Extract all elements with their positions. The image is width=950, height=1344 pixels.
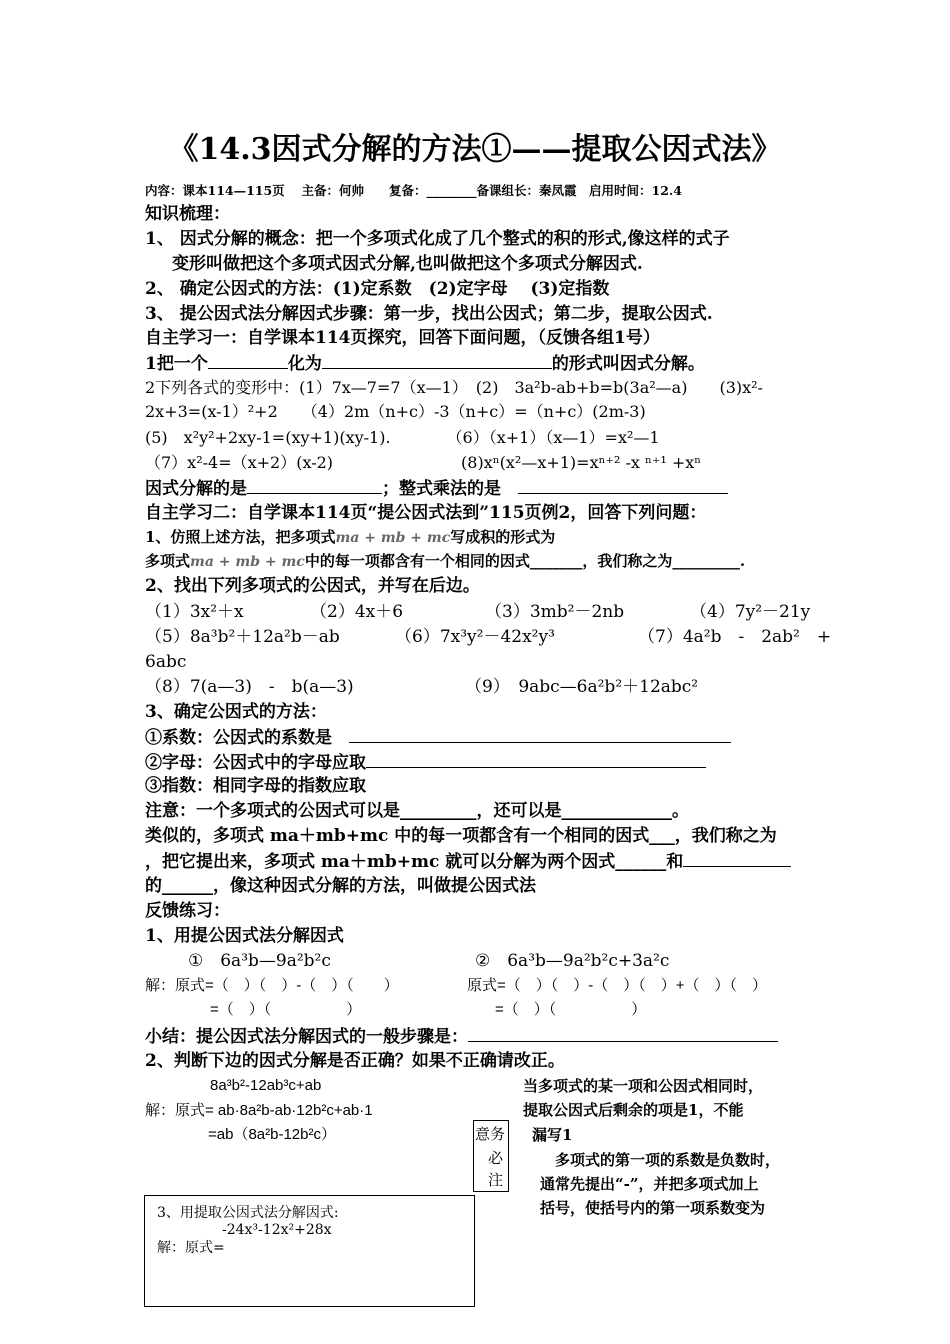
feedback-1: 1、用提公因式法分解因式 xyxy=(145,926,344,946)
knowledge-2: 2、 确定公因式的方法：(1)定系数 (2)定字母 (3)定指数 xyxy=(145,279,610,299)
f3-title: 3、用提取公因式法分解因式: xyxy=(157,1205,339,1221)
p1-text-b: 写成积的形式为 xyxy=(450,528,556,546)
sim2-text: ，把它提出来，多项式 ma＋mb+mc 就可以分解为两个因式______和 xyxy=(145,852,684,872)
part-3: 3、确定公因式的方法： xyxy=(145,702,327,722)
meta-line: 内容：课本114—115页 主备：何帅 复备：________备课组长：秦凤霞 启用时间：12.4 xyxy=(145,183,682,198)
p2-row2b: 6abc xyxy=(145,652,187,672)
blank[interactable] xyxy=(518,477,728,494)
p2-row3-1: （8）7(a—3) - b(a—3) xyxy=(145,677,354,697)
q1-text-a: 1把一个 xyxy=(145,354,208,374)
f3-expr: -24x³-12x²+28x xyxy=(222,1222,332,1238)
question-1 xyxy=(145,352,705,375)
tip-3: 漏写1 xyxy=(532,1126,573,1144)
method-3: ③指数：相同字母的指数应取 xyxy=(145,776,366,796)
f3-solution: 解：原式= xyxy=(157,1240,225,1256)
question-2a: 2下列各式的变形中：(1）7x—7=7（x—1） (2) 3a²b-ab+b=b(3a²—a) (3)x²- xyxy=(145,378,763,397)
tip-5: 通常先提出“-”，并把多项式加上 xyxy=(540,1175,759,1193)
question-2d: （7）x²-4=（x+2）(x-2) (8)xⁿ(x²—x+1)=xⁿ⁺² -x ⁿ⁺¹ +xⁿ xyxy=(145,453,702,472)
p1-text-c: 多项式 xyxy=(145,552,191,570)
q2e-text-a: 因式分解的是 xyxy=(145,479,247,499)
tip-1: 当多项式的某一项和公因式相同时， xyxy=(523,1077,764,1095)
blank[interactable] xyxy=(366,751,706,768)
blank[interactable] xyxy=(247,477,382,494)
knowledge-3: 3、 提公因式法分解因式步骤：第一步，找出公因式；第二步，提取公因式. xyxy=(145,304,713,324)
method-2 xyxy=(145,751,706,774)
page-title: 《14.3因式分解的方法①——提取公因式法》 xyxy=(168,132,782,167)
tip-2: 提取公因式后剩余的项是1，不能 xyxy=(523,1101,744,1119)
question-2b: 2x+3=(x-1）²+2 （4）2m（n+c）-3（n+c）=（n+c）(2m-3) xyxy=(145,402,646,421)
note-line: 注意：一个多项式的公因式可以是_________，还可以是_____________。 xyxy=(145,801,689,821)
summary-text: 小结：提公因式法分解因式的一般步骤是： xyxy=(145,1027,468,1047)
question-2c: (5) x²y²+2xy-1=(xy+1)(xy-1). （6）（x+1）（x—1）=x²—1 xyxy=(145,428,660,447)
blank[interactable] xyxy=(683,850,791,867)
f2-solution-2: =ab（8a²b-12b²c） xyxy=(208,1126,336,1143)
tip-6: 括号，使括号内的第一项系数变为 xyxy=(540,1199,766,1217)
f1-expr-1: ① 6a³b—9a²b²c xyxy=(188,951,331,971)
similar-3: 的______，像这种因式分解的方法，叫做提公因式法 xyxy=(145,876,536,896)
blank[interactable] xyxy=(322,352,552,369)
f1-solution-3: =（ ）（ ） xyxy=(210,1001,362,1018)
similar-1: 类似的，多项式 ma＋mb+mc 中的每一项都含有一个相同的因式___，我们称之为 xyxy=(145,826,777,846)
p1-expr-2: ma + mb + mc xyxy=(190,554,305,570)
part-1b xyxy=(145,550,745,573)
similar-2 xyxy=(145,850,791,873)
p2-row2-1: （5）8a³b²＋12a²b－ab xyxy=(145,627,340,647)
feedback-heading: 反馈练习： xyxy=(145,901,230,921)
f2-expr: 8a³b²-12ab³c+ab xyxy=(210,1077,322,1094)
p2-row3-2: （9） 9abc—6a²b²＋12abc² xyxy=(465,677,699,697)
blank[interactable] xyxy=(208,352,288,369)
f1-expr-2: ② 6a³b—9a²b²c+3a²c xyxy=(475,951,670,971)
p2-row1-1: （1）3x²＋x xyxy=(145,602,244,622)
p1-text-d: 中的每一项都含有一个相同的因式_______，我们称之为_________. xyxy=(304,552,746,570)
q2e-text-b: ；整式乘法的是 xyxy=(382,479,501,499)
m1-text: ①系数：公因式的系数是 xyxy=(145,728,332,748)
f1-solution-2: 原式=（ ）（ ）-（ ）（ ）+（ ）（ ） xyxy=(467,977,768,994)
blank[interactable] xyxy=(349,726,731,743)
p2-row1-2: （2）4x＋6 xyxy=(310,602,404,622)
note-label-1: 意务 xyxy=(475,1125,506,1143)
blank[interactable] xyxy=(468,1025,778,1042)
note-label-3: 注 xyxy=(488,1171,504,1189)
feedback-2: 2、判断下边的因式分解是否正确？如果不正确请改正。 xyxy=(145,1051,565,1071)
note-label-2: 必 xyxy=(488,1149,504,1167)
f1-solution-1: 解：原式=（ ）（ ）-（ ）（ ） xyxy=(145,977,399,994)
tip-4: 多项式的第一项的系数是负数时， xyxy=(555,1151,781,1169)
self-study-1: 自主学习一：自学课本114页探究，回答下面问题，（反馈各组1号） xyxy=(145,328,660,348)
self-study-2: 自主学习二：自学课本114页“提公因式法到”115页例2，回答下列问题： xyxy=(145,503,707,523)
summary xyxy=(145,1025,778,1048)
p2-row2-3: （7）4a²b - 2ab² + xyxy=(638,627,832,647)
p2-row1-3: （3）3mb²－2nb xyxy=(485,602,625,622)
p2-row2-2: （6）7x³y²－42x²y³ xyxy=(395,627,555,647)
p1-text-a: 1、仿照上述方法，把多项式 xyxy=(145,528,336,546)
p1-expr: ma + mb + mc xyxy=(335,530,451,546)
knowledge-1b: 变形叫做把这个多项式因式分解,也叫做把这个多项式分解因式. xyxy=(172,254,643,274)
f1-solution-4: =（ ）（ ） xyxy=(495,1001,647,1018)
f2-solution-1: 解：原式= ab·8a²b-ab·12b²c+ab·1 xyxy=(145,1102,373,1119)
p2-row1-4: （4）7y²－21y xyxy=(690,602,811,622)
method-1 xyxy=(145,726,731,749)
q1-text-b: 化为 xyxy=(287,354,322,374)
knowledge-1a: 1、 因式分解的概念：把一个多项式化成了几个整式的积的形式,像这样的式子 xyxy=(145,229,730,249)
part-1a xyxy=(145,526,555,549)
m2-text: ②字母：公因式中的字母应取 xyxy=(145,753,366,773)
section-heading: 知识梳理： xyxy=(145,204,230,224)
question-2e xyxy=(145,477,728,500)
q1-text-c: 的形式叫因式分解。 xyxy=(551,354,705,374)
part-2: 2、找出下列多项式的公因式，并写在后边。 xyxy=(145,576,480,596)
